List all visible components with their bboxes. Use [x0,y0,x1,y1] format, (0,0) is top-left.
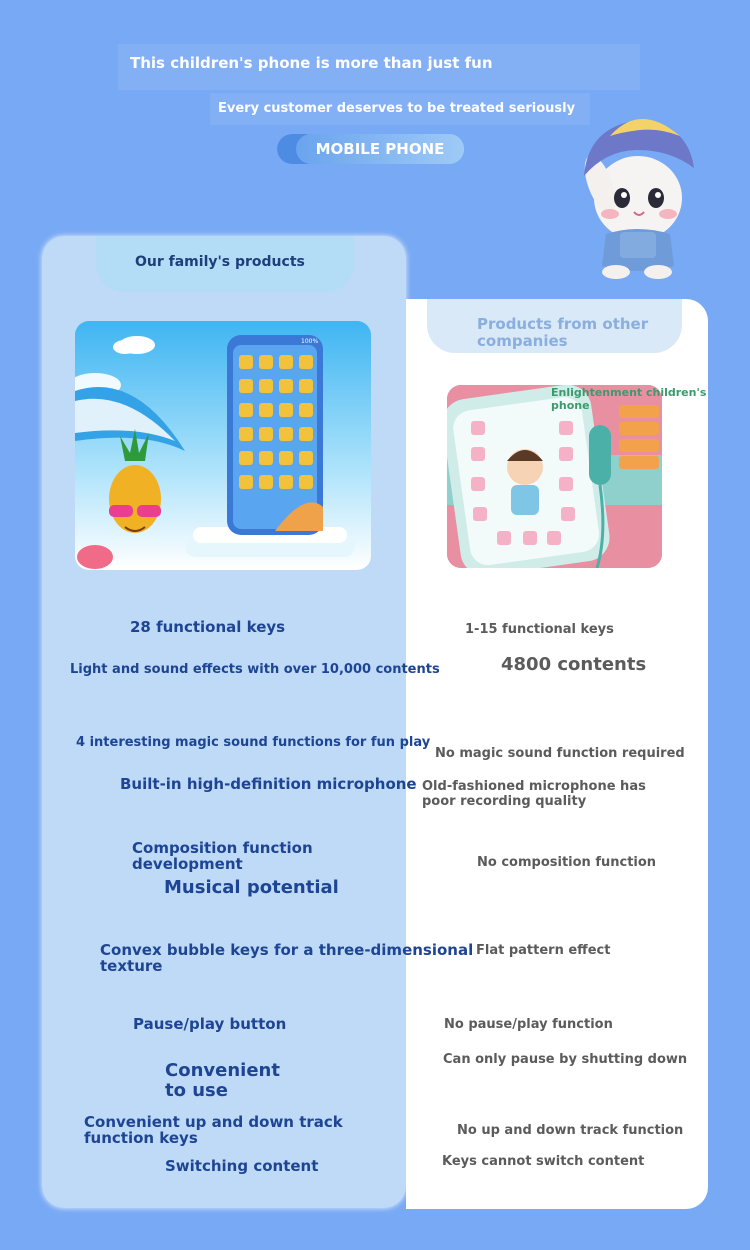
competitor-image-label: Enlightenment children's phone [551,386,707,412]
competitor-tab-label: Products from other companies [477,315,649,350]
pineapple-icon [109,429,161,533]
right-feature-composition: No composition function [477,855,657,870]
toy-phone-icon [447,385,613,568]
left-feature-bubble-keys: Convex bubble keys for a three-dimensional texture [100,941,474,975]
left-feature-keys: 28 functional keys [130,618,286,636]
left-feature-magic-sound: 4 interesting magic sound functions for fun play [76,735,431,750]
mobile-phone-pill: MOBILE PHONE [296,134,464,164]
cloud-icon [75,336,155,397]
header-subtitle: Every customer deserves to be treated seriously [210,93,590,125]
competitor-product-image [447,385,662,568]
right-feature-keys: 1-15 functional keys [465,622,614,637]
right-feature-contents: 4800 contents [501,654,647,675]
bunny-mascot-icon [570,106,710,281]
right-feature-switch: Keys cannot switch content [442,1154,645,1169]
left-feature-composition: Composition function development [132,839,313,873]
beach-umbrella-icon [75,387,185,451]
toy-phone-icon [227,335,323,535]
our-product-image [75,321,371,570]
right-feature-shutdown: Can only pause by shutting down [443,1052,688,1067]
left-feature-track-keys: Convenient up and down track function keys [84,1113,343,1147]
right-feature-flat: Flat pattern effect [476,943,611,958]
right-feature-track: No up and down track function [457,1123,684,1138]
left-feature-musical: Musical potential [164,877,339,898]
left-feature-convenient: Convenient to use [165,1060,280,1101]
our-products-tab-label: Our family's products [135,254,305,270]
phone-status-text: 100% [301,338,319,345]
left-feature-microphone: Built-in high-definition microphone [120,775,417,793]
right-feature-pause: No pause/play function [444,1017,613,1032]
right-feature-microphone: Old-fashioned microphone has poor recording quality [422,779,646,809]
left-feature-contents: Light and sound effects with over 10,000 contents [70,662,440,677]
left-feature-pause: Pause/play button [133,1015,287,1033]
left-feature-switching: Switching content [165,1157,319,1175]
right-feature-magic-sound: No magic sound function required [435,746,685,761]
header-title: This children's phone is more than just fun [118,44,640,90]
